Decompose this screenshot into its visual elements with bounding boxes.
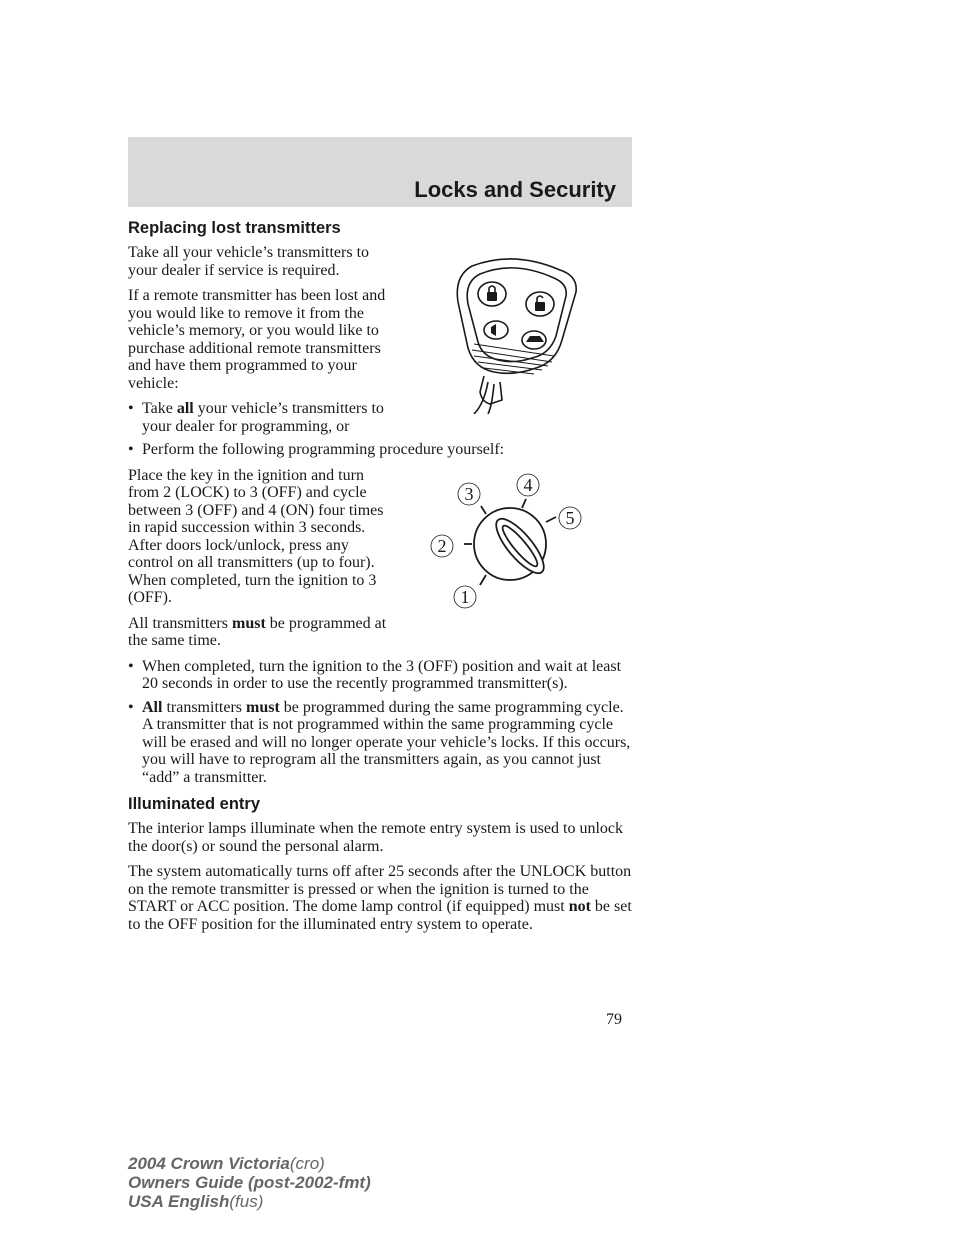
paragraph-auto-off — [128, 863, 636, 933]
footer-guide: Owners Guide (post-2002-fmt) — [128, 1173, 371, 1192]
bullet-take-all — [128, 400, 404, 435]
bullet-wait-text: When completed, turn the ignition to the 3 (OFF) position and wait at least 20 seconds in order to use the recently programmed transmitter(s). — [142, 657, 622, 692]
paragraph-programming-procedure: Place the key in the ignition and turn from 2 (LOCK) to 3 (OFF) and cycle between 3 (OFF) and 4 (ON) four times in rapid succession within 3 seconds. After doors lock/unlock, press any control on all transmitters (up to four). When completed, turn the ignition to 3 (OFF). — [128, 466, 384, 606]
bullet-all-mid: transmitters — [162, 698, 246, 716]
ignition-label-3: 3 — [464, 484, 474, 504]
remote-transmitter-illustration — [444, 244, 584, 414]
bullet-take-pre: Take — [142, 400, 177, 417]
same-time-post: be programmed at the same time. — [128, 614, 387, 649]
bullet-wait-20-seconds — [128, 658, 636, 693]
bullet-mark: • — [128, 441, 134, 458]
section-header-band — [128, 137, 632, 207]
footer-language-code: (fus) — [229, 1192, 264, 1211]
footer-line-language — [128, 1192, 371, 1211]
same-time-emphasis: must — [231, 614, 266, 632]
bullet-must-emphasis: must — [246, 698, 280, 716]
bullet-all-post: be programmed during the same programming cycle. A transmitter that is not programmed within the same programming cycle will be erased and will no longer operate your vehicle’s locks. If this occurs, you will have to reprogram all the transmitters again, as you cannot just “add” a transmitter. — [142, 698, 631, 786]
bullet-take-post: your vehicle’s transmitters to your dealer for programming, or — [142, 400, 384, 435]
same-time-pre: All transmitters — [128, 614, 232, 632]
paragraph-dealer-service: Take all your vehicle’s transmitters to your dealer if service is required. — [128, 244, 370, 279]
ignition-label-1: 1 — [460, 587, 470, 607]
bullet-all-must-be-programmed — [128, 699, 636, 787]
bullet-mark: • — [128, 400, 134, 417]
auto-off-post: be set to the OFF position for the illuminated entry system to operate. — [128, 898, 632, 933]
bullet-all-emphasis: All — [142, 698, 163, 716]
section-title: Locks and Security — [414, 177, 616, 202]
auto-off-emphasis: not — [568, 898, 591, 915]
ignition-label-2: 2 — [437, 536, 447, 556]
heading-illuminated-entry: Illuminated entry — [128, 795, 261, 813]
page-number: 79 — [606, 1011, 622, 1028]
heading-replacing-lost-transmitters: Replacing lost transmitters — [128, 219, 341, 237]
footer-model-code: (cro) — [289, 1154, 325, 1173]
paragraph-interior-lamps: The interior lamps illuminate when the remote entry system is used to unlock the door(s) or sound the personal alarm. — [128, 820, 623, 855]
paragraph-same-time — [128, 615, 390, 650]
document-footer — [128, 1154, 371, 1211]
footer-language: USA English — [128, 1192, 230, 1211]
bullet-perform-text: Perform the following programming procedure yourself: — [142, 441, 505, 458]
ignition-label-5: 5 — [565, 508, 575, 528]
paragraph-lost-transmitter: If a remote transmitter has been lost and you would like to remove it from the vehicle’s memory, or you would like to purchase additional remote transmitters and have them programmed to your vehicle: — [128, 287, 386, 392]
bullet-perform-procedure — [128, 441, 636, 459]
ignition-label-4: 4 — [523, 475, 533, 495]
footer-line-model — [128, 1154, 371, 1173]
auto-off-pre: The system automatically turns off after 25 seconds after the UNLOCK button on the remote transmitter is pressed or when the ignition is turned to the START or ACC position. The dome lamp control (if equipped) must — [128, 863, 632, 915]
bullet-mark: • — [128, 657, 134, 675]
bullet-take-emphasis: all — [176, 400, 194, 417]
footer-model: 2004 Crown Victoria — [128, 1154, 290, 1173]
footer-line-guide — [128, 1173, 371, 1192]
bullet-mark: • — [128, 698, 134, 716]
bullet-list-notes — [128, 658, 636, 787]
ignition-switch-diagram — [424, 468, 596, 618]
